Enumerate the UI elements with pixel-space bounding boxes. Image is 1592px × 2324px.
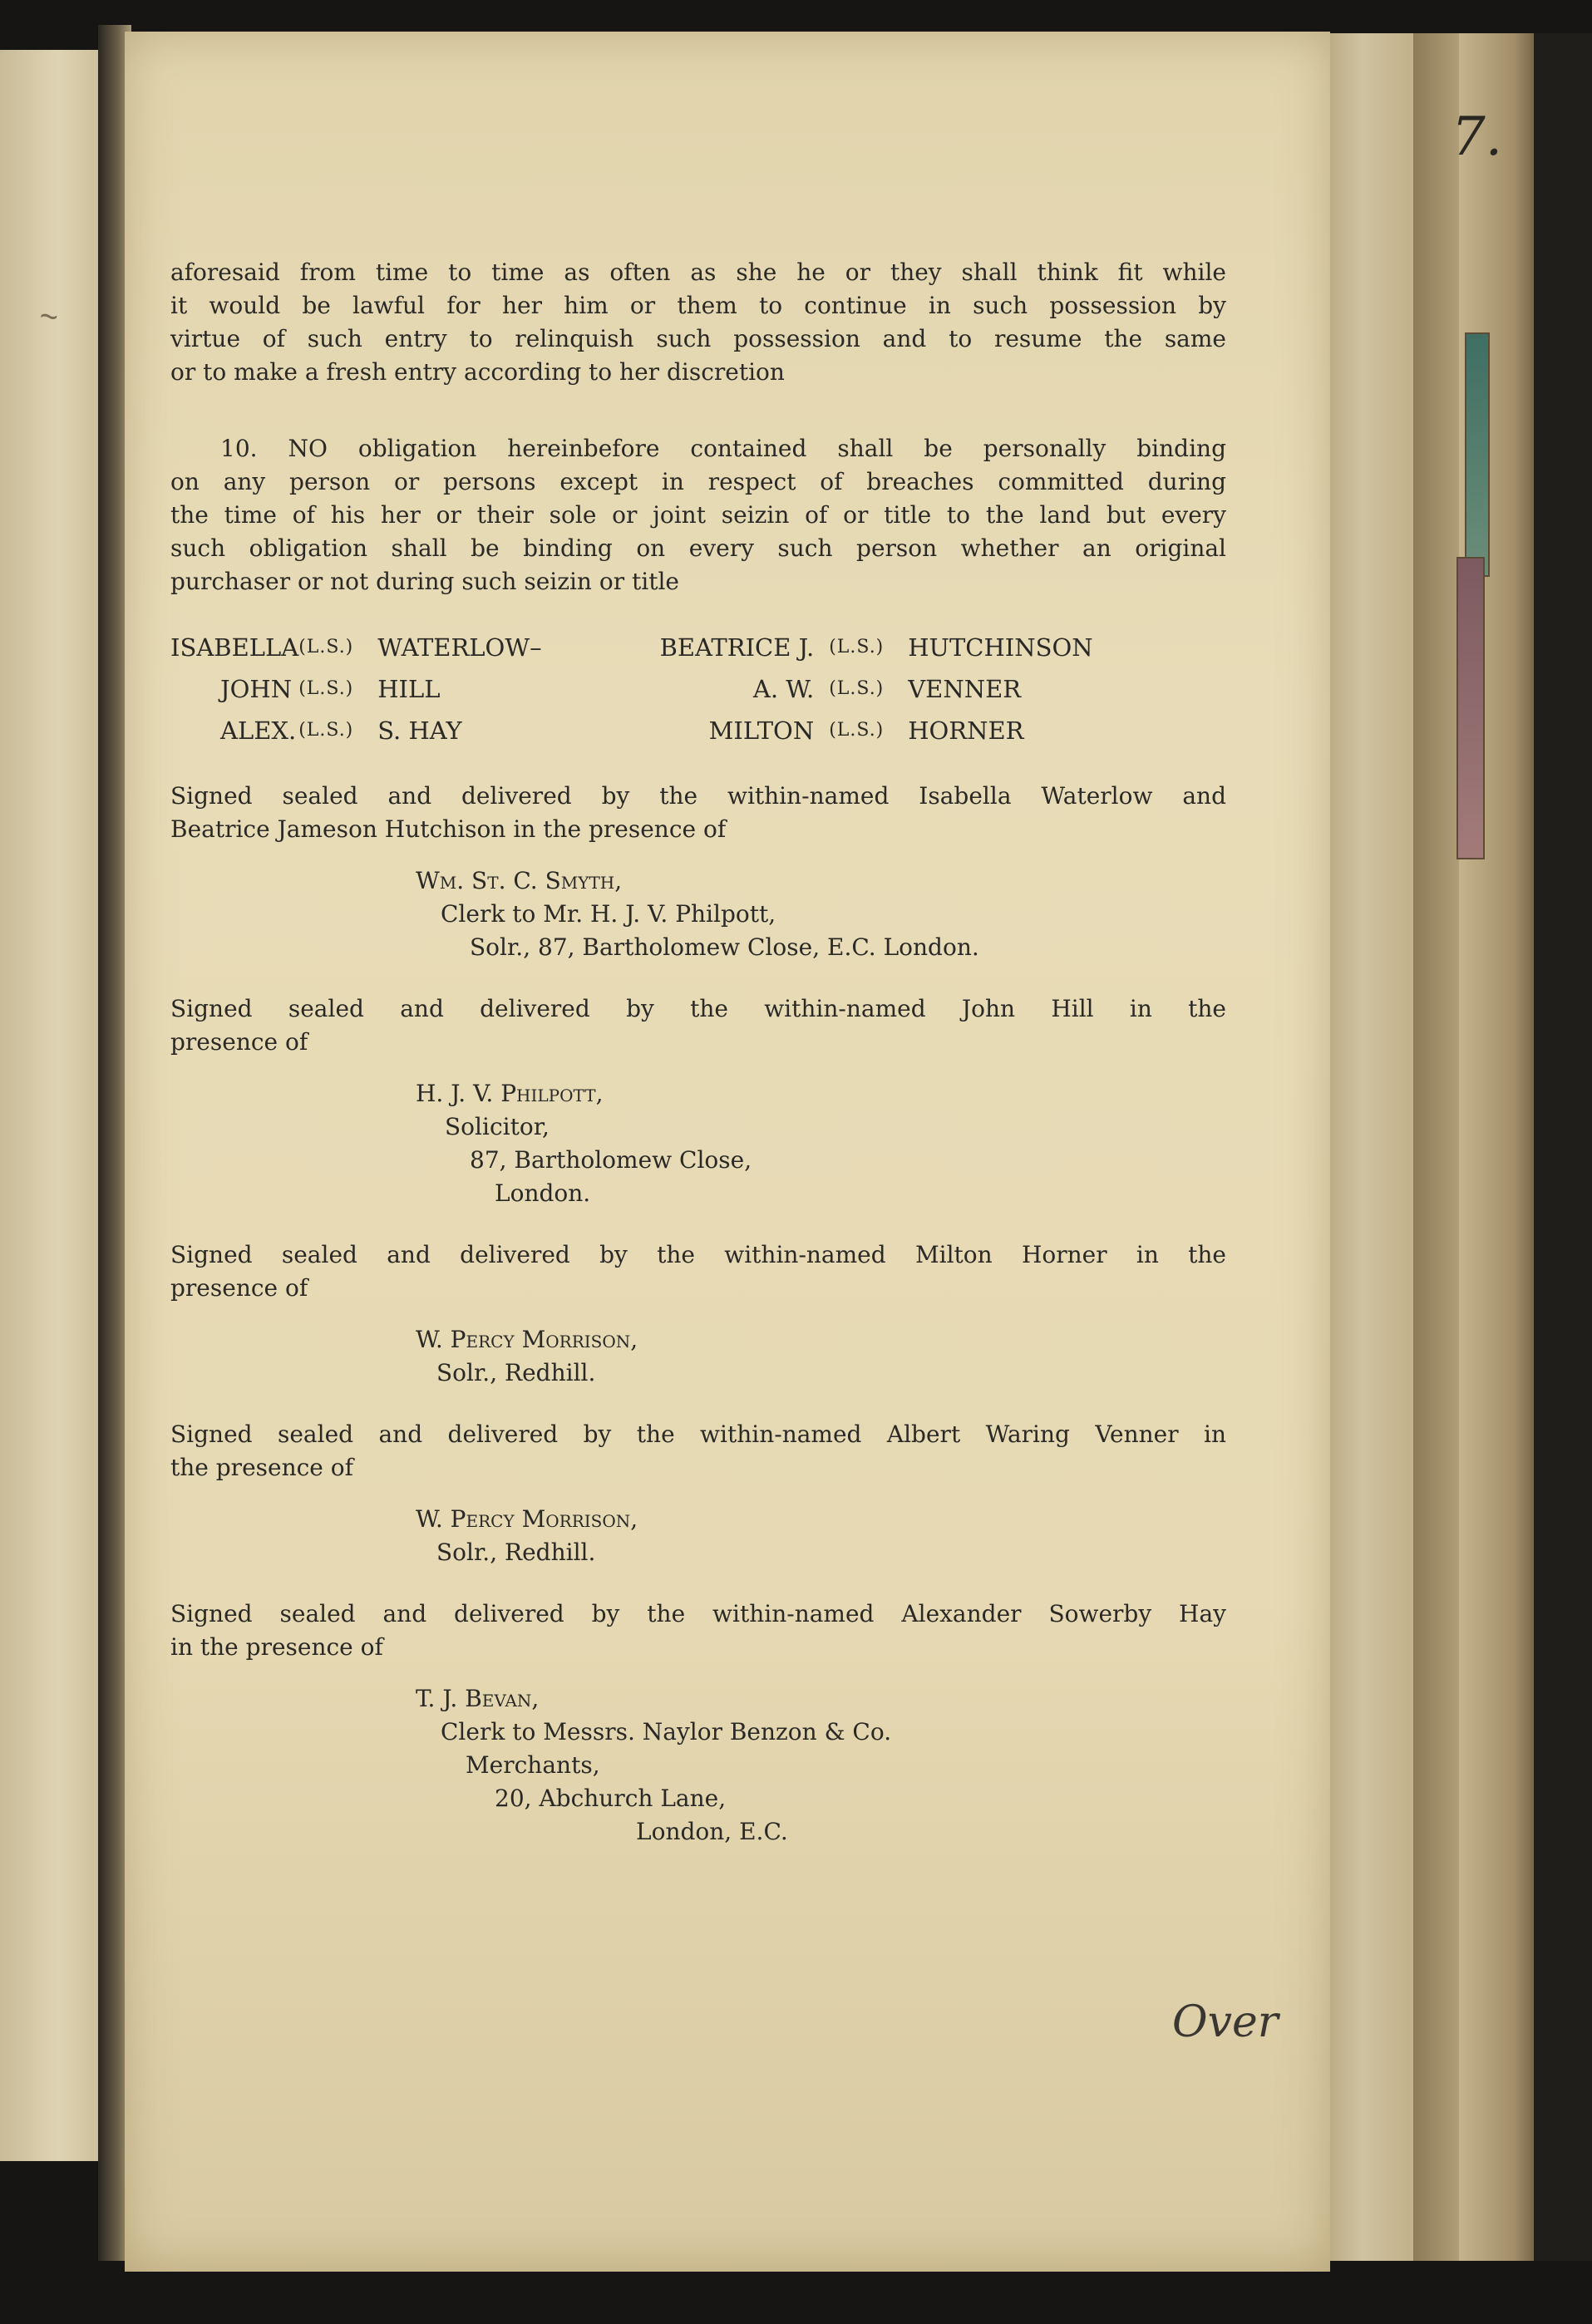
book-cover-edge bbox=[1534, 33, 1592, 2261]
text-line: presence of bbox=[170, 1274, 308, 1302]
seal-mark: (L.S.) bbox=[829, 637, 885, 657]
seal-mark: (L.S.) bbox=[298, 720, 354, 741]
text-line: purchaser or not during such seizin or title bbox=[170, 568, 679, 595]
party-first-name: A. W. bbox=[752, 675, 815, 703]
witness-detail: Clerk to Mr. H. J. V. Philpott, bbox=[441, 900, 776, 928]
witness-name: H. J. V. Philpott, bbox=[416, 1080, 604, 1107]
document-body bbox=[170, 256, 1226, 1849]
witness-detail: London. bbox=[495, 1179, 591, 1207]
attestation-clause bbox=[170, 992, 1226, 1210]
text-line: Signed sealed and delivered by the within-named Alexander Sowerby Hay bbox=[170, 1600, 1226, 1627]
paragraph-continuation bbox=[170, 256, 1226, 389]
text-line: Signed sealed and delivered by the within-named Isabella Waterlow and bbox=[170, 782, 1226, 810]
party-first-name: JOHN bbox=[220, 675, 293, 703]
clause-10 bbox=[170, 432, 1226, 598]
text-line: 10. NO obligation hereinbefore contained shall be personally binding bbox=[220, 435, 1226, 462]
seal-mark: (L.S.) bbox=[829, 678, 885, 699]
page-edge bbox=[1322, 33, 1422, 2261]
witness-block bbox=[170, 1323, 1226, 1390]
witness-detail: Solr., 87, Bartholomew Close, E.C. London. bbox=[470, 933, 979, 961]
witness-block bbox=[170, 1682, 1226, 1849]
party-last-name: VENNER bbox=[908, 675, 1022, 703]
party-first-name: ISABELLA bbox=[170, 633, 299, 662]
party-last-name: HORNER bbox=[908, 716, 1024, 745]
text-line: virtue of such entry to relinquish such possession and to resume the same bbox=[170, 325, 1226, 352]
text-line: in the presence of bbox=[170, 1633, 383, 1661]
witness-detail: Merchants, bbox=[466, 1751, 600, 1779]
party-last-name: S. HAY bbox=[377, 716, 462, 745]
seal-mark: (L.S.) bbox=[298, 637, 354, 657]
document-page bbox=[125, 32, 1503, 2272]
revenue-stamp bbox=[1465, 332, 1490, 577]
attestation-clause bbox=[170, 780, 1226, 964]
witness-name: Wm. St. C. Smyth, bbox=[416, 867, 623, 894]
text-line: Beatrice Jameson Hutchison in the presence of bbox=[170, 815, 727, 843]
party-row bbox=[170, 710, 1226, 751]
witness-name: W. Percy Morrison, bbox=[416, 1326, 638, 1353]
text-line: the presence of bbox=[170, 1454, 353, 1481]
attestation-clause bbox=[170, 1418, 1226, 1569]
party-last-name: HUTCHINSON bbox=[908, 633, 1093, 662]
seal-mark: (L.S.) bbox=[829, 720, 885, 741]
parties-signature-block bbox=[170, 627, 1226, 751]
attestation-clause bbox=[170, 1238, 1226, 1390]
witness-detail: London, E.C. bbox=[636, 1818, 788, 1845]
witness-name: W. Percy Morrison, bbox=[416, 1505, 638, 1533]
text-line: or to make a fresh entry according to her discretion bbox=[170, 358, 785, 386]
text-line: on any person or persons except in respect of breaches committed during bbox=[170, 468, 1226, 495]
page-edge bbox=[1413, 33, 1463, 2261]
page-number: 7. bbox=[1452, 106, 1503, 168]
revenue-stamp bbox=[1456, 557, 1485, 859]
party-row bbox=[170, 668, 1226, 710]
party-last-name: HILL bbox=[377, 675, 441, 703]
witness-detail: 87, Bartholomew Close, bbox=[470, 1146, 752, 1174]
party-last-name: WATERLOW– bbox=[377, 633, 542, 662]
witness-name: T. J. Bevan, bbox=[416, 1685, 540, 1712]
text-line: the time of his her or their sole or joint seizin of or title to the land but every bbox=[170, 501, 1226, 529]
text-line: such obligation shall be binding on every such person whether an original bbox=[170, 534, 1226, 562]
text-line: Signed sealed and delivered by the within-named Milton Horner in the bbox=[170, 1241, 1226, 1268]
handwritten-over-note: Over bbox=[1172, 1997, 1279, 2047]
text-line: Signed sealed and delivered by the within-named Albert Waring Venner in bbox=[170, 1420, 1226, 1448]
witness-block bbox=[170, 1503, 1226, 1569]
text-line: presence of bbox=[170, 1028, 308, 1056]
witness-block bbox=[170, 1077, 1226, 1210]
attestation-clause bbox=[170, 1598, 1226, 1849]
text-line: it would be lawful for her him or them to continue in such possession by bbox=[170, 292, 1226, 319]
text-line: Signed sealed and delivered by the within-named John Hill in the bbox=[170, 995, 1226, 1022]
facing-page bbox=[0, 50, 108, 2161]
party-first-name: MILTON bbox=[708, 716, 815, 745]
witness-detail: Solr., Redhill. bbox=[436, 1359, 596, 1386]
text-line: aforesaid from time to time as often as she he or they shall think fit while bbox=[170, 258, 1226, 286]
party-row bbox=[170, 627, 1226, 668]
seal-mark: (L.S.) bbox=[298, 678, 354, 699]
party-first-name: BEATRICE J. bbox=[659, 633, 815, 662]
witness-detail: 20, Abchurch Lane, bbox=[495, 1785, 727, 1812]
witness-detail: Solr., Redhill. bbox=[436, 1539, 596, 1566]
witness-detail: Solicitor, bbox=[445, 1113, 550, 1140]
party-first-name: ALEX. bbox=[220, 716, 297, 745]
witness-block bbox=[170, 864, 1226, 964]
facing-page-margin-mark: ~ bbox=[37, 298, 61, 335]
witness-detail: Clerk to Messrs. Naylor Benzon & Co. bbox=[441, 1718, 892, 1745]
